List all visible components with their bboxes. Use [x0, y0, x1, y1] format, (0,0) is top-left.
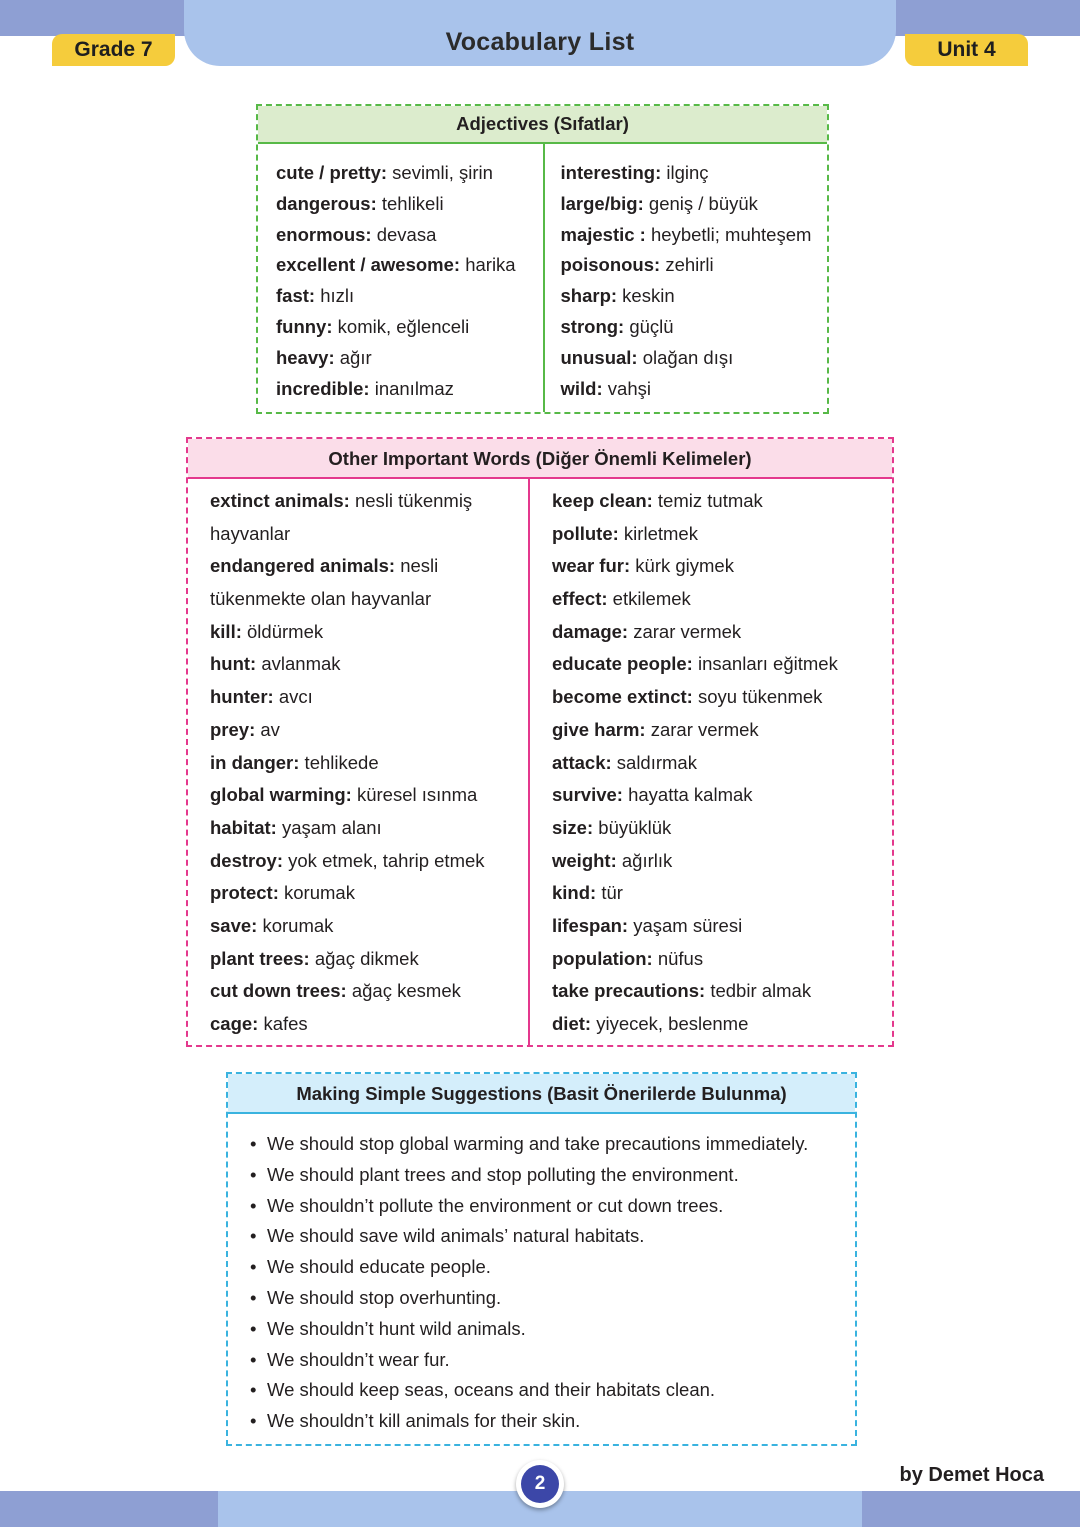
vocab-term: hunt:: [210, 653, 257, 675]
vocab-meaning: yok etmek, tahrip etmek: [283, 849, 485, 871]
bullet-icon: •: [250, 1163, 257, 1185]
vocab-meaning: sevimli, şirin: [387, 162, 493, 183]
vocab-row: [276, 220, 543, 251]
vocab-row: [188, 910, 528, 943]
suggestion-text: We shouldn’t pollute the environment or cut down trees.: [267, 1194, 724, 1216]
vocab-row: [188, 943, 528, 976]
vocab-meaning: tükenmekte olan hayvanlar: [210, 588, 432, 610]
vocab-row: [188, 975, 528, 1008]
bullet-icon: •: [250, 1286, 257, 1308]
vocab-meaning: geniş / büyük: [643, 192, 758, 214]
suggestion-text: We should stop global warming and take precautions immediately.: [267, 1133, 809, 1154]
bullet-icon: •: [250, 1348, 257, 1370]
bullet-icon: •: [250, 1379, 257, 1401]
vocab-meaning: komik, eğlenceli: [332, 315, 470, 337]
vocab-meaning: korumak: [257, 914, 334, 936]
unit-badge: Unit 4: [905, 34, 1028, 66]
suggestion-text: We shouldn’t kill animals for their skin.: [267, 1410, 581, 1432]
vocab-row: [530, 877, 892, 910]
vocab-term: heavy:: [276, 346, 335, 368]
vocab-term: lifespan:: [552, 914, 629, 936]
vocab-row: [276, 158, 543, 189]
vocab-row: [561, 374, 828, 405]
vocab-term: survive:: [552, 784, 623, 806]
bullet-icon: •: [250, 1225, 257, 1247]
vocab-meaning: kirletmek: [618, 522, 698, 544]
suggestion-text: We should save wild animals’ natural habitats.: [267, 1225, 645, 1247]
vocab-meaning: kürk giymek: [630, 555, 734, 577]
vocab-term: excellent / awesome:: [276, 254, 461, 276]
vocab-term: strong:: [560, 315, 625, 337]
vocab-term: incredible:: [276, 377, 370, 399]
vocab-term: wild:: [560, 377, 603, 399]
vocab-term: damage:: [552, 620, 629, 642]
adjectives-heading: Adjectives (Sıfatlar): [258, 106, 827, 144]
vocab-term: save:: [210, 914, 258, 936]
vocab-term: weight:: [552, 849, 617, 871]
vocab-row: [188, 779, 528, 812]
vocab-meaning: vahşi: [602, 377, 651, 399]
list-item: [250, 1191, 855, 1222]
vocab-meaning: büyüklük: [593, 816, 672, 838]
suggestion-text: We should keep seas, oceans and their habitats clean.: [267, 1379, 716, 1401]
vocab-row: [188, 616, 528, 649]
vocab-term: global warming:: [210, 784, 352, 806]
vocab-meaning: avcı: [273, 686, 313, 708]
other-words-right-column: [528, 479, 892, 1045]
suggestion-text: We should plant trees and stop polluting the environment.: [267, 1163, 739, 1185]
vocab-term: diet:: [552, 1013, 592, 1034]
vocab-meaning: inanılmaz: [369, 377, 454, 399]
vocab-row: [530, 616, 892, 649]
vocab-meaning: zarar vermek: [628, 620, 742, 642]
suggestions-heading: Making Simple Suggestions (Basit Önerilerde Bulunma): [228, 1074, 855, 1114]
vocab-meaning: keskin: [617, 285, 675, 307]
list-item: [250, 1345, 855, 1376]
list-item: [250, 1406, 855, 1437]
suggestion-text: We shouldn’t hunt wild animals.: [267, 1317, 526, 1339]
vocab-row: [561, 250, 828, 281]
vocab-meaning: öldürmek: [241, 620, 324, 642]
list-item: [250, 1283, 855, 1314]
vocab-term: keep clean:: [552, 490, 653, 511]
bullet-icon: •: [250, 1317, 257, 1339]
suggestions-box: [226, 1072, 857, 1446]
list-item: [250, 1129, 855, 1160]
vocab-meaning: küresel ısınma: [351, 784, 478, 806]
vocab-meaning: ağır: [334, 346, 372, 368]
adjectives-right-column: [543, 144, 828, 412]
list-item: [250, 1252, 855, 1283]
vocab-row: [188, 747, 528, 780]
vocab-meaning: avlanmak: [256, 653, 341, 675]
vocab-meaning: ilginç: [661, 162, 709, 183]
vocab-meaning: temiz tutmak: [652, 490, 763, 511]
vocab-meaning: tehlikeli: [376, 192, 444, 214]
page-number: 2: [521, 1465, 559, 1503]
vocab-meaning: yaşam alanı: [276, 816, 382, 838]
vocab-row: [530, 648, 892, 681]
vocab-row: [561, 281, 828, 312]
adjectives-box: [256, 104, 829, 414]
vocab-row: [530, 910, 892, 943]
other-words-box: [186, 437, 894, 1047]
vocab-meaning: korumak: [278, 882, 355, 904]
bullet-icon: •: [250, 1133, 257, 1154]
vocab-row: [188, 583, 528, 616]
vocab-term: pollute:: [552, 522, 619, 544]
adjectives-left-column: [258, 144, 543, 412]
vocab-row: [561, 312, 828, 343]
vocab-term: take precautions:: [552, 980, 706, 1002]
vocab-meaning: zarar vermek: [645, 718, 759, 740]
vocab-meaning: insanları eğitmek: [692, 653, 838, 675]
vocab-term: fast:: [276, 285, 316, 307]
vocab-term: cute / pretty:: [276, 162, 388, 183]
vocab-meaning: harika: [460, 254, 516, 276]
vocab-meaning: av: [255, 718, 280, 740]
author-credit: by Demet Hoca: [899, 1464, 1044, 1486]
vocab-row: [530, 747, 892, 780]
vocab-row: [530, 943, 892, 976]
vocab-row: [530, 714, 892, 747]
vocab-row: [276, 312, 543, 343]
vocab-row: [188, 648, 528, 681]
vocab-meaning: yiyecek, beslenme: [591, 1013, 749, 1034]
vocab-term: funny:: [276, 315, 333, 337]
vocab-meaning: olağan dışı: [637, 346, 734, 368]
vocab-row: [530, 485, 892, 518]
vocab-term: in danger:: [210, 751, 300, 773]
vocab-term: plant trees:: [210, 947, 310, 969]
vocab-row: [530, 550, 892, 583]
other-words-left-column: [188, 479, 528, 1045]
vocab-meaning: ağaç dikmek: [309, 947, 419, 969]
vocab-term: population:: [552, 947, 653, 969]
suggestion-text: We shouldn’t wear fur.: [267, 1348, 450, 1370]
vocab-meaning: tehlikede: [299, 751, 379, 773]
vocab-meaning: ağaç kesmek: [346, 980, 461, 1002]
vocab-row: [276, 189, 543, 220]
vocab-term: cut down trees:: [210, 980, 347, 1002]
vocab-meaning: etkilemek: [607, 588, 691, 610]
vocab-row: [188, 485, 528, 518]
vocab-term: sharp:: [560, 285, 618, 307]
vocab-term: wear fur:: [552, 555, 631, 577]
vocab-meaning: hayvanlar: [210, 522, 291, 544]
vocab-row: [276, 281, 543, 312]
vocab-row: [530, 779, 892, 812]
vocab-row: [530, 583, 892, 616]
bullet-icon: •: [250, 1256, 257, 1278]
bullet-icon: •: [250, 1410, 257, 1432]
vocab-term: destroy:: [210, 849, 283, 871]
bullet-icon: •: [250, 1194, 257, 1216]
vocab-meaning: heybetli; muhteşem: [645, 223, 812, 245]
list-item: [250, 1314, 855, 1345]
vocab-meaning: devasa: [371, 223, 437, 245]
vocab-meaning: kafes: [258, 1013, 308, 1034]
vocab-meaning: saldırmak: [611, 751, 697, 773]
vocab-term: size:: [552, 816, 594, 838]
vocab-row: [188, 714, 528, 747]
vocab-term: unusual:: [560, 346, 638, 368]
vocab-row: [188, 518, 528, 551]
vocab-meaning: tedbir almak: [705, 980, 812, 1002]
vocab-row: [561, 158, 828, 189]
vocab-term: habitat:: [210, 816, 277, 838]
vocab-term: dangerous:: [276, 192, 377, 214]
vocab-term: poisonous:: [560, 254, 661, 276]
vocab-term: enormous:: [276, 223, 372, 245]
vocab-meaning: nesli tükenmiş: [349, 490, 473, 511]
vocab-meaning: hızlı: [315, 285, 355, 307]
vocab-row: [530, 975, 892, 1008]
vocab-term: majestic :: [560, 223, 646, 245]
vocab-row: [188, 845, 528, 878]
vocab-meaning: soyu tükenmek: [692, 686, 823, 708]
vocab-meaning: nüfus: [652, 947, 704, 969]
list-item: [250, 1375, 855, 1406]
list-item: [250, 1160, 855, 1191]
vocab-term: kind:: [552, 882, 597, 904]
vocab-term: become extinct:: [552, 686, 693, 708]
vocab-term: cage:: [210, 1013, 259, 1034]
vocab-row: [188, 877, 528, 910]
vocab-term: educate people:: [552, 653, 693, 675]
vocab-row: [561, 220, 828, 251]
vocab-meaning: hayatta kalmak: [622, 784, 753, 806]
vocab-row: [276, 250, 543, 281]
vocab-term: protect:: [210, 882, 279, 904]
vocab-meaning: tür: [596, 882, 623, 904]
list-item: [250, 1221, 855, 1252]
vocab-row: [188, 812, 528, 845]
vocab-term: endangered animals:: [210, 555, 396, 577]
vocab-meaning: ağırlık: [616, 849, 673, 871]
vocab-meaning: yaşam süresi: [628, 914, 743, 936]
vocab-row: [561, 189, 828, 220]
vocab-row: [530, 681, 892, 714]
vocab-meaning: güçlü: [624, 315, 674, 337]
grade-badge: Grade 7: [52, 34, 175, 66]
page-title: Vocabulary List: [445, 28, 635, 56]
other-words-heading: Other Important Words (Diğer Önemli Kelimeler): [188, 439, 892, 479]
vocab-term: large/big:: [560, 192, 644, 214]
vocab-term: prey:: [210, 718, 256, 740]
vocab-term: hunter:: [210, 686, 274, 708]
suggestion-text: We should educate people.: [267, 1256, 491, 1278]
vocab-meaning: zehirli: [660, 254, 714, 276]
suggestion-text: We should stop overhunting.: [267, 1286, 502, 1308]
suggestions-list: [228, 1114, 855, 1437]
vocab-term: effect:: [552, 588, 608, 610]
vocab-row: [276, 374, 543, 405]
vocab-row: [276, 343, 543, 374]
vocab-term: interesting:: [560, 162, 662, 183]
vocab-row: [530, 518, 892, 551]
vocab-meaning: nesli: [395, 555, 439, 577]
vocab-term: kill:: [210, 620, 242, 642]
vocab-term: extinct animals:: [210, 490, 350, 511]
vocab-row: [561, 343, 828, 374]
vocab-row: [530, 812, 892, 845]
vocab-row: [530, 1008, 892, 1041]
vocab-term: give harm:: [552, 718, 646, 740]
vocab-row: [530, 845, 892, 878]
vocab-row: [188, 1008, 528, 1041]
vocab-row: [188, 550, 528, 583]
vocab-row: [188, 681, 528, 714]
vocab-term: attack:: [552, 751, 612, 773]
